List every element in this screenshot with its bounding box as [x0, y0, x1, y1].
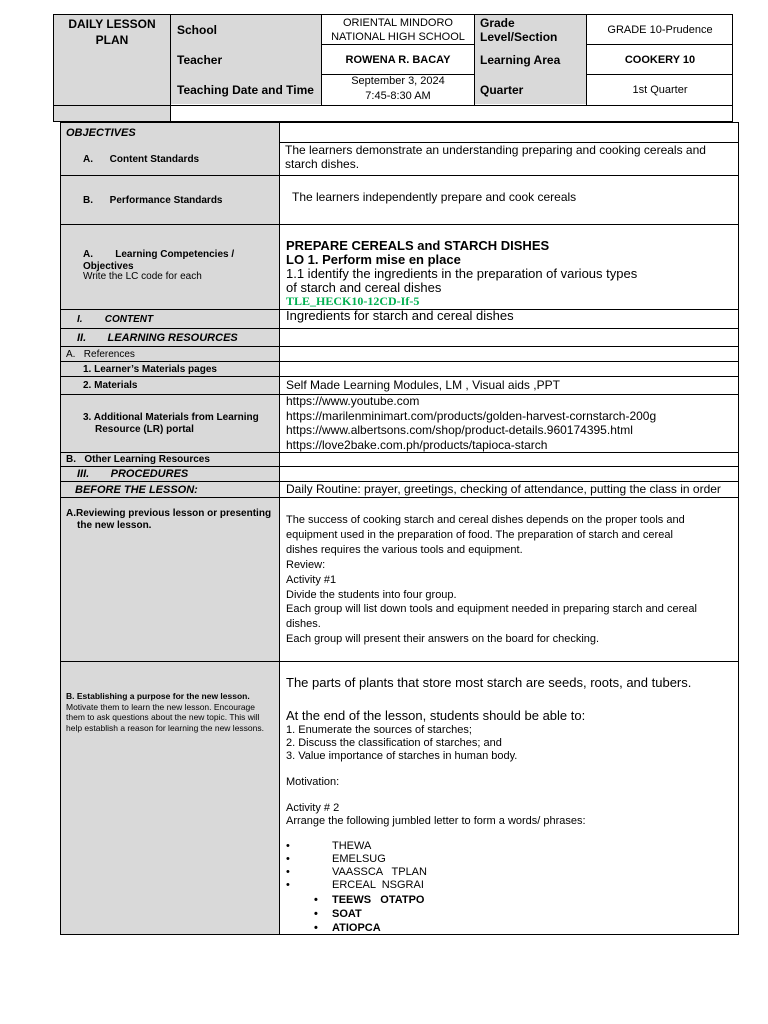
activity-instruction: Arrange the following jumbled letter to form a words/ phrases: — [286, 815, 586, 827]
reviewing-text — [286, 513, 697, 647]
lr-link[interactable]: https://www.albertsons.com/shop/product-details.960174395.html — [286, 423, 633, 437]
row-rule — [60, 224, 739, 225]
jumbled-word-bold: • TEEWS OTATPO — [308, 893, 424, 907]
quarter-label: Quarter — [480, 83, 524, 97]
motivation-label: Motivation: — [286, 776, 340, 788]
grade-value: GRADE 10-Prudence — [607, 23, 713, 36]
competency-lo: LO 1. Perform mise en place — [286, 252, 461, 267]
procedures-label: III. PROCEDURES — [77, 468, 189, 480]
text-line: Each group will present their answers on the board for checking. — [286, 633, 600, 646]
lr-link[interactable]: https://www.youtube.com — [286, 394, 420, 408]
content-standards-value: The learners demonstrate an understanding preparing and cooking cereals and starch dishes. — [285, 143, 706, 171]
competencies-label: A. Learning Competencies / Objectives — [83, 249, 237, 272]
competency-line: 1.1 identify the ingredients in the preparation of various types — [286, 266, 638, 281]
jumbled-word-bold: • ATIOPCA — [308, 921, 424, 935]
goal-item: 2. Discuss the classification of starches; and — [286, 737, 502, 749]
jumbled-word: • THEWA — [286, 840, 427, 853]
jumbled-words-list — [286, 840, 427, 892]
content-label: I. CONTENT — [77, 313, 154, 325]
grade-label: Grade Level/Section — [480, 15, 558, 44]
jumbled-word-bold: • SOAT — [308, 907, 424, 921]
lm-pages-label: 1. Learner’s Materials pages — [83, 363, 217, 375]
activity-label: Activity # 2 — [286, 802, 340, 814]
purpose-label-block — [66, 691, 276, 733]
jumbled-words-bold-list — [308, 893, 424, 935]
other-resources-label: B. Other Learning Resources — [66, 454, 210, 465]
before-lesson-label: BEFORE THE LESSON: — [75, 483, 198, 496]
row-rule — [60, 661, 739, 662]
column-rule — [279, 122, 280, 935]
area-label: Learning Area — [480, 52, 561, 67]
header-rule — [586, 14, 587, 105]
performance-standards-value: The learners independently prepare and cook cereals — [292, 189, 577, 204]
row-rule — [60, 497, 739, 498]
materials-value: Self Made Learning Modules, LM , Visual aids ,PPT — [286, 378, 560, 392]
area-value: COOKERY 10 — [624, 53, 696, 66]
jumbled-word: • ERCEAL NSGRAI — [286, 879, 427, 892]
additional-materials-label: Resource (LR) portal — [95, 424, 194, 435]
jumbled-word: • EMELSUG — [286, 853, 427, 866]
header-rule — [321, 14, 322, 105]
references-label: A. References — [66, 348, 135, 360]
content-standards-label: A. Content Standards — [83, 153, 200, 165]
text-line: Each group will list down tools and equipment needed in preparing starch and cereal — [286, 603, 697, 616]
date-label: Teaching Date and Time — [177, 83, 314, 97]
text-line: Review: — [286, 558, 326, 571]
materials-label: 2. Materials — [83, 380, 138, 391]
header-blank-cell — [54, 106, 170, 121]
content-value: Ingredients for starch and cereal dishes — [286, 308, 514, 323]
objectives-heading: OBJECTIVES — [66, 127, 136, 139]
resources-label: II. LEARNING RESOURCES — [77, 331, 238, 344]
purpose-label-line: them to ask questions about the new topic. This will — [66, 712, 260, 722]
before-lesson-value: Daily Routine: prayer, greetings, checking of attendance, putting the class in order — [286, 482, 721, 496]
text-line: The success of cooking starch and cereal dishes depends on the proper tools and — [286, 514, 685, 526]
row-rule — [60, 346, 739, 347]
competency-title: PREPARE CEREALS and STARCH DISHES — [286, 238, 550, 253]
reviewing-label: the new lesson. — [77, 520, 152, 531]
lr-links — [286, 394, 656, 452]
goal-item: 1. Enumerate the sources of starches; — [286, 724, 472, 736]
performance-standards-label: B. Performance Standards — [83, 194, 223, 206]
row-rule — [60, 376, 739, 377]
teacher-value: ROWENA R. BACAY — [345, 53, 451, 66]
text-line: dishes requires the various tools and equipment. — [286, 543, 523, 556]
goal-item: 3. Value importance of starches in human body. — [286, 750, 518, 762]
purpose-label-line: help establish a reason for learning the new lessons. — [66, 722, 264, 733]
quarter-value: 1st Quarter — [632, 84, 688, 96]
date-value: September 3, 2024 — [351, 75, 445, 87]
time-value: 7:45-8:30 AM — [365, 90, 431, 102]
text-line: equipment used in the preparation of food. The preparation of starch and cereal — [286, 528, 673, 541]
page-title: DAILY LESSON PLAN — [68, 17, 156, 47]
school-value: ORIENTAL MINDORO NATIONAL HIGH SCHOOL — [331, 16, 465, 43]
text-line: dishes. — [286, 618, 321, 631]
reviewing-label: A.Reviewing previous lesson or presenting — [66, 508, 272, 519]
jumbled-word: • VAASSCA TPLAN — [286, 866, 427, 879]
teacher-label: Teacher — [177, 52, 223, 67]
text-line: Divide the students into four group. — [286, 588, 457, 601]
school-label: School — [177, 22, 218, 37]
competency-code: TLE_HECK10-12CD-If-5 — [286, 294, 420, 308]
additional-materials-label: 3. Additional Materials from Learning — [83, 412, 259, 423]
purpose-goals — [286, 724, 517, 763]
lr-link[interactable]: https://love2bake.com.ph/products/tapioca-starch — [286, 437, 548, 452]
purpose-label-line: Motivate them to learn the new lesson. Encourage — [66, 701, 255, 712]
purpose-label-title: B. Establishing a purpose for the new lesson. — [66, 691, 250, 701]
lr-link[interactable]: https://marilenminimart.com/products/golden-harvest-cornstarch-200g — [286, 408, 657, 423]
competency-line: of starch and cereal dishes — [286, 280, 442, 295]
purpose-end: At the end of the lesson, students should be able to: — [286, 708, 586, 723]
purpose-intro: The parts of plants that store most starch are seeds, roots, and tubers. — [286, 675, 692, 690]
text-line: Activity #1 — [286, 573, 337, 586]
competencies-sub: Write the LC code for each — [83, 271, 202, 282]
